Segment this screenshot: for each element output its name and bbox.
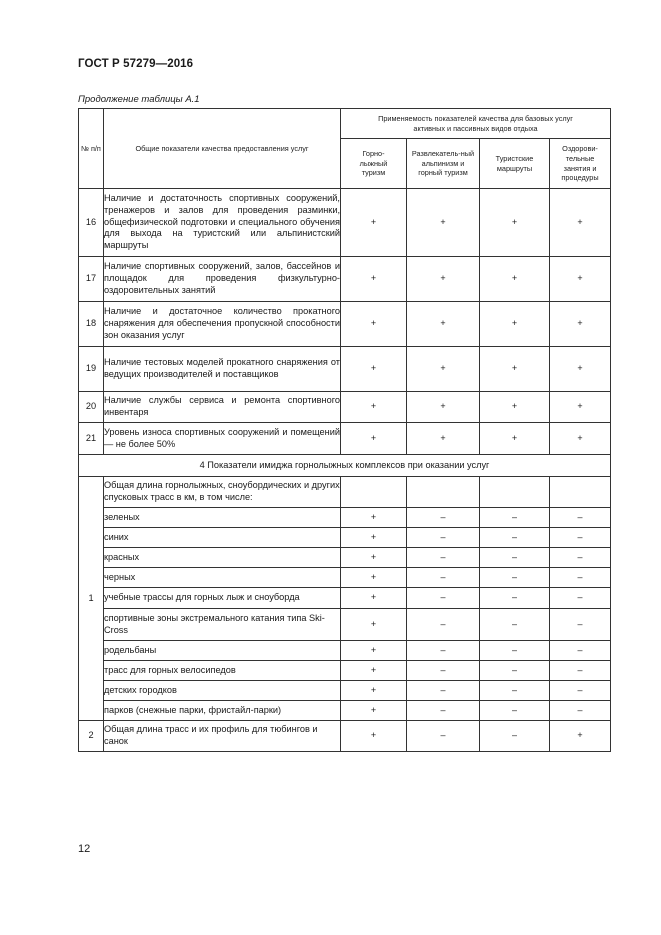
table-row [79, 681, 611, 701]
mark-cell: – [550, 528, 611, 548]
row-text: Наличие и достаточное количество прокатного снаряжения для обеспечения пропускной способности зон оказания услуг [104, 302, 341, 347]
row-text: Наличие тестовых моделей прокатного снаряжения от ведущих производителей и поставщиков [104, 347, 341, 392]
mark-cell: – [480, 701, 550, 721]
mark-cell: + [341, 701, 407, 721]
mark-cell: + [480, 189, 550, 257]
mark-cell: – [407, 701, 480, 721]
table-caption: Продолжение таблицы А.1 [78, 94, 200, 105]
mark-cell: + [341, 681, 407, 701]
row-text: Наличие службы сервиса и ремонта спортивного инвентаря [104, 392, 341, 423]
mark-cell: – [480, 609, 550, 641]
row-text: Общая длина горнолыжных, сноубордических и других спусковых трасс в км, в том числе: [104, 477, 341, 508]
header-sub-col: Оздорови-тельные занятия и процедуры [550, 139, 611, 189]
mark-cell [341, 477, 407, 508]
mark-cell: + [341, 528, 407, 548]
mark-cell: – [480, 508, 550, 528]
table-row [79, 701, 611, 721]
mark-cell: + [341, 302, 407, 347]
table-row [79, 423, 611, 455]
row-number: 20 [79, 392, 104, 423]
mark-cell: – [480, 568, 550, 588]
table-row [79, 721, 611, 752]
mark-cell [550, 477, 611, 508]
mark-cell: + [550, 302, 611, 347]
mark-cell: – [550, 609, 611, 641]
header-sub-col: Развлекатель-ный альпинизм и горный туризм [407, 139, 480, 189]
table-row [79, 661, 611, 681]
mark-cell: + [407, 392, 480, 423]
mark-cell: + [407, 347, 480, 392]
row-number: 1 [79, 477, 104, 721]
mark-cell: – [480, 661, 550, 681]
row-text: синих [104, 528, 341, 548]
row-text: Общая длина трасс и их профиль для тюбингов и санок [104, 721, 341, 752]
row-number: 19 [79, 347, 104, 392]
applicability-table [78, 108, 611, 752]
header-num: № п/п [79, 109, 104, 189]
row-text: детских городков [104, 681, 341, 701]
mark-cell: – [407, 568, 480, 588]
row-text: Наличие и достаточность спортивных сооружений, тренажеров и залов для проведения разминки, общефизической подготовки и специального обучения для выхода на туристский или альпинистский маршруты [104, 189, 341, 257]
mark-cell: + [407, 257, 480, 302]
mark-cell: + [550, 392, 611, 423]
table-row [79, 347, 611, 392]
table-row [79, 568, 611, 588]
mark-cell: + [480, 257, 550, 302]
table-row [79, 189, 611, 257]
mark-cell: + [480, 392, 550, 423]
mark-cell: + [341, 392, 407, 423]
row-text: Наличие спортивных сооружений, залов, бассейнов и площадок для проведения физкультурно-оздоровительных занятий [104, 257, 341, 302]
table-row [79, 528, 611, 548]
mark-cell: + [550, 347, 611, 392]
table-row [79, 609, 611, 641]
table-row [79, 302, 611, 347]
mark-cell: + [341, 588, 407, 609]
mark-cell: – [480, 641, 550, 661]
row-number: 2 [79, 721, 104, 752]
mark-cell: – [550, 641, 611, 661]
mark-cell: – [407, 681, 480, 701]
table-row [79, 477, 611, 508]
section-title: 4 Показатели имиджа горнолыжных комплексов при оказании услуг [79, 455, 611, 477]
mark-cell: + [480, 302, 550, 347]
mark-cell: + [341, 721, 407, 752]
row-number: 21 [79, 423, 104, 455]
mark-cell: + [550, 189, 611, 257]
mark-cell: – [480, 721, 550, 752]
mark-cell: + [550, 721, 611, 752]
mark-cell: – [480, 588, 550, 609]
mark-cell: + [341, 548, 407, 568]
mark-cell: – [550, 508, 611, 528]
mark-cell: + [341, 347, 407, 392]
row-text: учебные трассы для горных лыж и сноуборда [104, 588, 341, 609]
mark-cell: + [480, 347, 550, 392]
row-number: 18 [79, 302, 104, 347]
mark-cell [480, 477, 550, 508]
mark-cell: – [550, 661, 611, 681]
mark-cell: + [341, 508, 407, 528]
section-row [79, 455, 611, 477]
mark-cell: – [407, 588, 480, 609]
row-text: зеленых [104, 508, 341, 528]
mark-cell: – [550, 588, 611, 609]
row-text: черных [104, 568, 341, 588]
mark-cell: – [480, 548, 550, 568]
table-row [79, 257, 611, 302]
mark-cell: + [341, 641, 407, 661]
header-applicability: Применяемость показателей качества для базовых услуг активных и пассивных видов отдыха [341, 109, 611, 139]
row-text: спортивные зоны экстремального катания типа Ski-Cross [104, 609, 341, 641]
mark-cell: – [407, 661, 480, 681]
mark-cell: – [550, 701, 611, 721]
mark-cell: – [407, 721, 480, 752]
mark-cell: + [341, 423, 407, 455]
table-row [79, 392, 611, 423]
mark-cell [407, 477, 480, 508]
row-text: родельбаны [104, 641, 341, 661]
mark-cell: + [550, 423, 611, 455]
header-sub-col: Горно-лыжный туризм [341, 139, 407, 189]
mark-cell: + [341, 609, 407, 641]
mark-cell: – [550, 568, 611, 588]
page-number: 12 [78, 843, 91, 855]
table-row [79, 641, 611, 661]
mark-cell: + [341, 189, 407, 257]
mark-cell: – [407, 641, 480, 661]
mark-cell: + [480, 423, 550, 455]
mark-cell: + [341, 661, 407, 681]
row-text: парков (снежные парки, фристайл-парки) [104, 701, 341, 721]
mark-cell: + [407, 189, 480, 257]
mark-cell: – [550, 681, 611, 701]
mark-cell: + [341, 257, 407, 302]
row-text: трасс для горных велосипедов [104, 661, 341, 681]
row-number: 17 [79, 257, 104, 302]
mark-cell: – [407, 528, 480, 548]
mark-cell: – [407, 609, 480, 641]
table-row [79, 588, 611, 609]
row-text: красных [104, 548, 341, 568]
mark-cell: – [480, 681, 550, 701]
header-indicators: Общие показатели качества предоставления услуг [104, 109, 341, 189]
mark-cell: + [407, 423, 480, 455]
mark-cell: – [480, 528, 550, 548]
document-header: ГОСТ Р 57279—2016 [78, 58, 194, 70]
row-text: Уровень износа спортивных сооружений и помещений — не более 50% [104, 423, 341, 455]
mark-cell: – [407, 548, 480, 568]
header-sub-col: Туристские маршруты [480, 139, 550, 189]
row-number: 16 [79, 189, 104, 257]
mark-cell: – [550, 548, 611, 568]
table-row [79, 548, 611, 568]
mark-cell: + [341, 568, 407, 588]
mark-cell: – [407, 508, 480, 528]
table-row [79, 508, 611, 528]
mark-cell: + [407, 302, 480, 347]
mark-cell: + [550, 257, 611, 302]
